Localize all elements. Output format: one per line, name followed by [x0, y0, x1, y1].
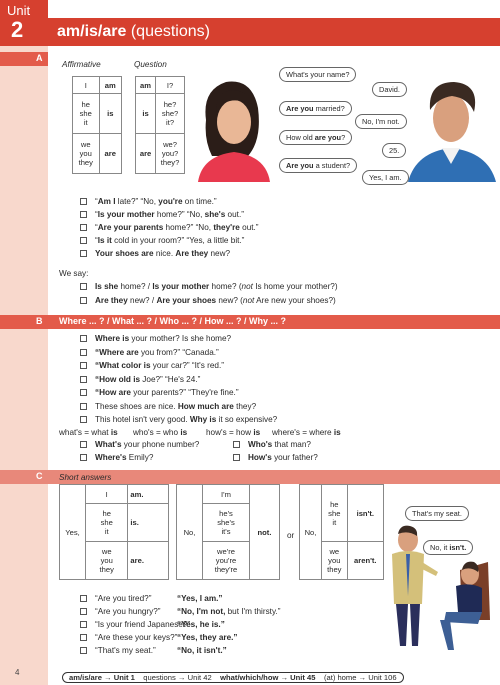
yes-cell: is. — [128, 504, 169, 542]
contraction-rule: where's = where is — [272, 428, 341, 437]
yes-cell: are. — [128, 542, 169, 580]
not-word: not. — [250, 485, 280, 580]
example-question: “Are these your keys?” — [95, 633, 178, 642]
example-answer: “No, it isn't.” — [177, 646, 227, 655]
neg-cell: we you they — [322, 542, 348, 580]
say-line: Are they new? / Are your shoes new? (not Are new your shoes?) — [95, 296, 336, 305]
affirmative-label: Affirmative — [62, 60, 101, 69]
example-checkbox[interactable] — [80, 362, 87, 369]
yes-word: Yes, — [60, 485, 86, 580]
speech-bubble: Are you married? — [279, 101, 352, 116]
example-checkbox[interactable] — [80, 441, 87, 448]
example-line: “Is your mother home?” “No, she's out.” — [95, 210, 244, 219]
example-checkbox[interactable] — [80, 224, 87, 231]
no-cell: I'm — [203, 485, 250, 504]
example-checkbox[interactable] — [80, 647, 87, 654]
example-line: “What color is your car?” “It's red.” — [95, 361, 224, 370]
example-checkbox[interactable] — [80, 416, 87, 423]
seated-man — [440, 562, 490, 650]
unit-label: Unit — [7, 3, 31, 18]
example-checkbox[interactable] — [233, 454, 240, 461]
reply-bubble: David. — [372, 82, 407, 97]
page-number: 4 — [15, 668, 20, 677]
example-line: “Where are you from?” “Canada.” — [95, 347, 219, 357]
sidebar-strip — [0, 0, 48, 685]
section-b-title: Where ... ? / What ... ? / Who ... ? / How ... ? / Why ... ? — [59, 316, 286, 326]
example-line: “Am I late?” “No, you're on time.” — [95, 197, 217, 206]
example-checkbox[interactable] — [80, 349, 87, 356]
example-line: “Is it cold in your room?” “Yes, a little bit.” — [95, 236, 245, 245]
q-cell: am — [136, 77, 156, 94]
example-answer: “Yes, he is.” — [177, 620, 225, 629]
example-checkbox[interactable] — [80, 608, 87, 615]
unit-badge — [0, 0, 48, 46]
or-label: or — [287, 531, 295, 540]
q-cell: is — [136, 94, 156, 134]
example-checkbox[interactable] — [80, 389, 87, 396]
short-answer-negative-table — [299, 484, 384, 580]
aff-cell: he she it — [73, 94, 100, 134]
example-checkbox[interactable] — [80, 250, 87, 257]
example-checkbox[interactable] — [80, 198, 87, 205]
example-checkbox[interactable] — [233, 441, 240, 448]
question-label: Question — [134, 60, 167, 69]
example-question: “That's my seat.” — [95, 646, 156, 655]
title-rest: (questions) — [126, 23, 210, 40]
short-answer-no-table — [176, 484, 280, 580]
question-table — [135, 76, 185, 174]
example-answer: “Yes, I am.” — [177, 594, 223, 603]
example-checkbox[interactable] — [80, 376, 87, 383]
footer-link[interactable]: am/is/are → Unit 1 questions → Unit 42 what/which/how → Unit 45 (at) home → Unit 106 — [62, 672, 404, 683]
seat-illustration — [378, 500, 500, 650]
example-line: Where is your mother? Is she home? — [95, 334, 232, 343]
contraction-rule: what's = what is — [59, 428, 118, 437]
aff-cell: is — [99, 94, 121, 134]
example-line: What's your phone number? — [95, 440, 200, 449]
yes-cell: am. — [128, 485, 169, 504]
example-line: Who's that man? — [248, 440, 311, 449]
yes-cell: I — [86, 485, 128, 504]
aff-cell: we you they — [73, 134, 100, 174]
example-question: “Are you hungry?” — [95, 607, 161, 616]
title-bold: am/is/are — [57, 23, 127, 40]
speech-bubble: What's your name? — [279, 67, 356, 82]
example-checkbox[interactable] — [80, 595, 87, 602]
woman-figure — [198, 82, 270, 182]
example-checkbox[interactable] — [80, 283, 87, 290]
example-line: These shoes are nice. How much are they? — [95, 401, 257, 411]
aff-cell: am — [99, 77, 121, 94]
reply-bubble: 25. — [382, 143, 406, 158]
example-checkbox[interactable] — [80, 634, 87, 641]
footer-links — [62, 672, 404, 683]
example-checkbox[interactable] — [80, 237, 87, 244]
no-cell: we're you're they're — [203, 542, 250, 580]
example-checkbox[interactable] — [80, 297, 87, 304]
example-question: “Is your friend Japanese?” — [95, 620, 191, 629]
speech-bubble: Are you a student? — [279, 158, 357, 173]
speech-bubble: How old are you? — [279, 130, 352, 145]
example-checkbox[interactable] — [80, 211, 87, 218]
example-checkbox[interactable] — [80, 403, 87, 410]
page-title — [48, 18, 500, 46]
yes-cell: we you they — [86, 542, 128, 580]
example-checkbox[interactable] — [80, 454, 87, 461]
example-line: How's your father? — [248, 453, 318, 462]
reply-bubble: Yes, I am. — [362, 170, 409, 185]
section-c-header: C — [0, 470, 500, 484]
example-line: “Are your parents home?” “No, they're out.” — [95, 223, 259, 232]
example-checkbox[interactable] — [80, 621, 87, 628]
example-line: “How are your parents?” “They're fine.” — [95, 388, 239, 397]
example-answer: “No, I'm not, but I'm thirsty.” — [177, 607, 281, 616]
reply-bubble: No, I'm not. — [355, 114, 407, 129]
q-cell: he? she? it? — [156, 94, 185, 134]
we-say-label: We say: — [59, 269, 89, 278]
yes-cell: he she it — [86, 504, 128, 542]
aff-cell: are — [99, 134, 121, 174]
section-a-marker: A — [0, 52, 48, 66]
neg-cell: isn't. — [347, 485, 383, 542]
man-figure — [408, 82, 496, 182]
q-cell: I? — [156, 77, 185, 94]
contraction-rule: how's = how is — [206, 428, 261, 437]
no-word: No, — [177, 485, 203, 580]
example-line: “How old is Joe?” “He's 24.” — [95, 374, 201, 384]
no-cell: he's she's it's — [203, 504, 250, 542]
q-cell: we? you? they? — [156, 134, 185, 174]
no-word-2: No, — [300, 485, 322, 580]
example-question: “Are you tired?” — [95, 594, 152, 603]
affirmative-table — [72, 76, 122, 174]
short-answer-yes-table — [59, 484, 169, 580]
neg-cell: he she it — [322, 485, 348, 542]
section-b-header: B Where ... ? / What ... ? / Who ... ? / How ... ? / Why ... ? — [0, 315, 500, 329]
aff-cell: I — [73, 77, 100, 94]
example-line: This hotel isn't very good. Why is it so expensive? — [95, 415, 278, 424]
example-line: Your shoes are nice. Are they new? — [95, 249, 231, 258]
example-line: Where's Emily? — [95, 453, 154, 462]
unit-number: 2 — [11, 17, 24, 42]
seat-bubble: That's my seat. — [405, 506, 469, 521]
example-checkbox[interactable] — [80, 335, 87, 342]
contraction-rule: who's = who is — [133, 428, 188, 437]
q-cell: are — [136, 134, 156, 174]
say-line: Is she home? / Is your mother home? (not Is home your mother?) — [95, 282, 338, 291]
neg-cell: aren't. — [347, 542, 383, 580]
example-answer: “Yes, they are.” — [177, 633, 238, 642]
reply-bubble-isnt: No, it isn't. — [423, 540, 473, 555]
short-answers-label: Short answers — [59, 473, 112, 482]
